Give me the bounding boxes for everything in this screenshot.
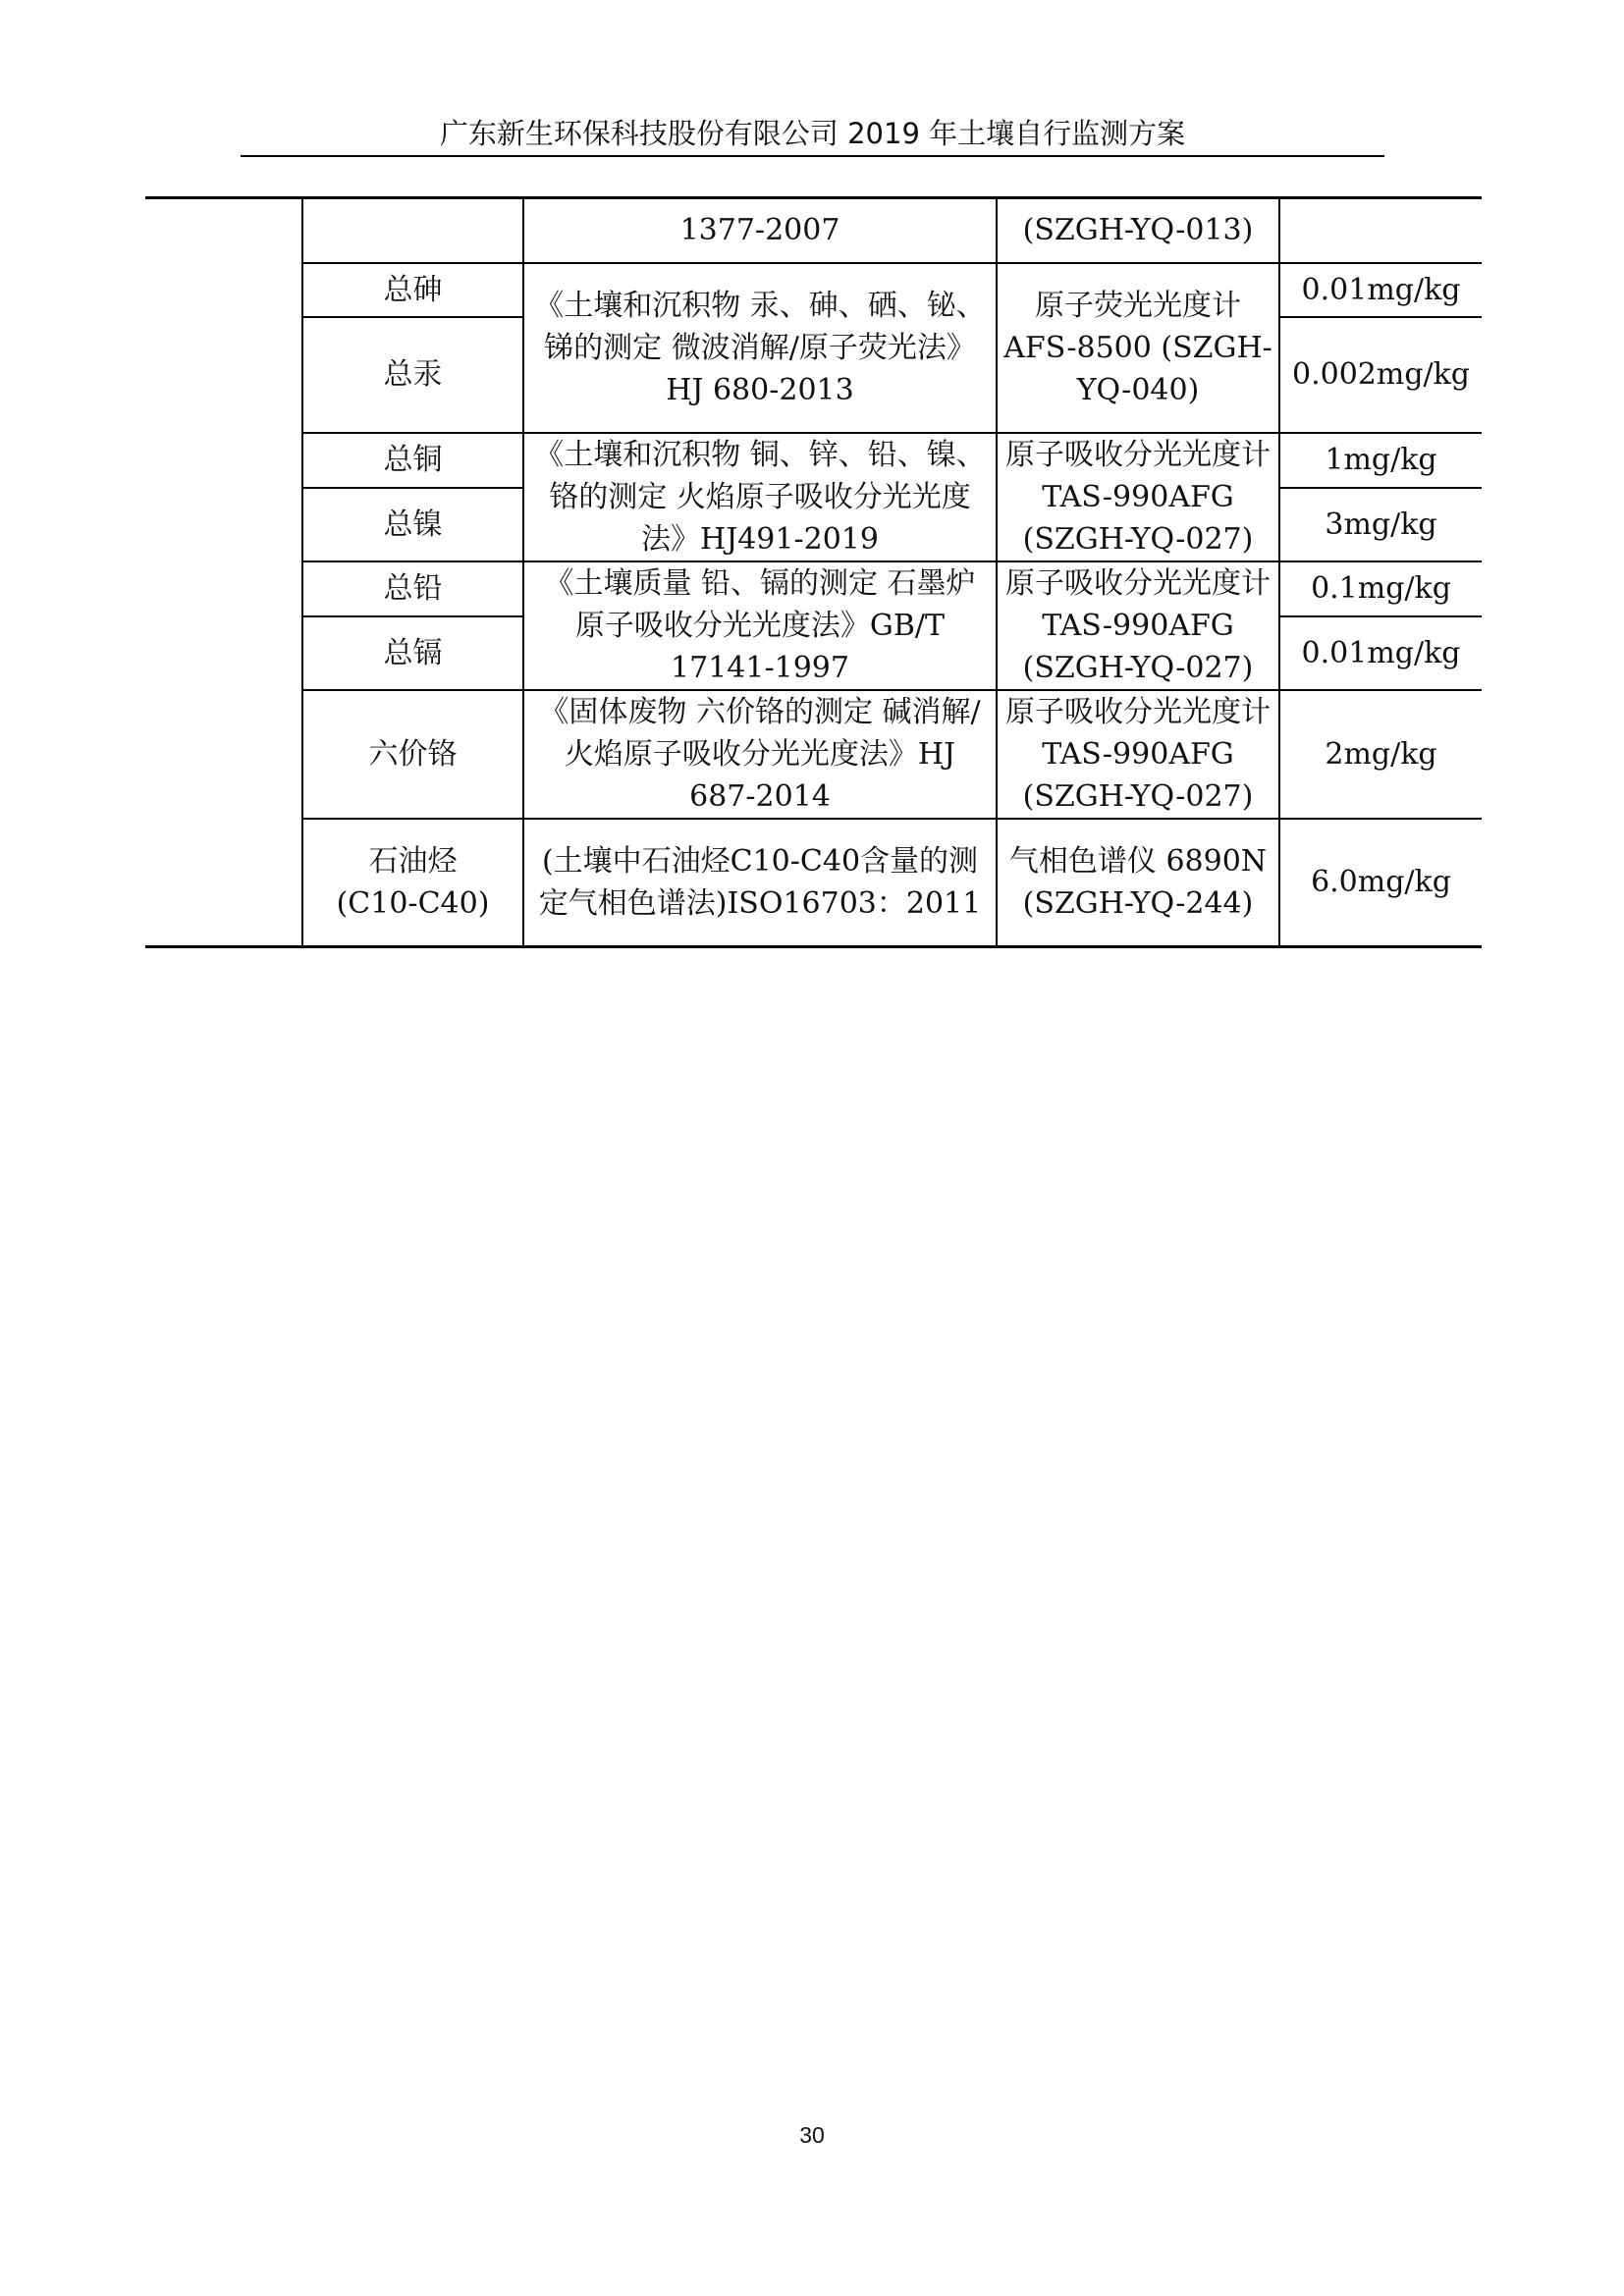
- limit-cell: 3mg/kg: [1279, 488, 1482, 561]
- limit-cell: 6.0mg/kg: [1279, 819, 1482, 947]
- instrument-cell: 原子吸收分光光度计 TAS-990AFG (SZGH-YQ-027): [997, 690, 1279, 819]
- table-row: [145, 819, 1482, 947]
- limit-cell: 2mg/kg: [1279, 690, 1482, 819]
- table-row: [145, 433, 1482, 488]
- table-row: [145, 263, 1482, 317]
- limit-cell: 0.1mg/kg: [1279, 561, 1482, 616]
- limit-cell: [1279, 198, 1482, 263]
- method-cell: (土壤中石油烃C10-C40含量的测定气相色谱法)ISO16703：2011: [523, 819, 997, 947]
- table-row: [145, 690, 1482, 819]
- item-cell: [302, 819, 523, 947]
- method-cell: 《土壤和沉积物 铜、锌、铅、镍、铬的测定 火焰原子吸收分光光度法》HJ491-2019: [523, 433, 997, 561]
- item-cell: 总铅: [302, 561, 523, 616]
- header-rule: [241, 155, 1384, 157]
- item-name: 石油烃: [368, 843, 458, 879]
- item-subtext: (C10-C40): [336, 885, 490, 921]
- instrument-cell: 气相色谱仪 6890N (SZGH-YQ-244): [997, 819, 1279, 947]
- monitoring-methods-table: [145, 196, 1482, 948]
- table-row: [145, 198, 1482, 263]
- limit-cell: 0.01mg/kg: [1279, 263, 1482, 317]
- method-cell: 《土壤和沉积物 汞、砷、硒、铋、锑的测定 微波消解/原子荧光法》HJ 680-2013: [523, 263, 997, 433]
- limit-cell: 1mg/kg: [1279, 433, 1482, 488]
- method-cell: 1377-2007: [523, 198, 997, 263]
- limit-cell: 0.01mg/kg: [1279, 616, 1482, 690]
- instrument-cell: 原子吸收分光光度计 TAS-990AFG (SZGH-YQ-027): [997, 561, 1279, 690]
- item-cell: 总汞: [302, 317, 523, 433]
- item-cell: 总镉: [302, 616, 523, 690]
- item-cell: 六价铬: [302, 690, 523, 819]
- item-cell: 总砷: [302, 263, 523, 317]
- page-number: 30: [799, 2122, 825, 2148]
- category-cell: [145, 198, 302, 947]
- item-cell: [302, 198, 523, 263]
- method-cell: 《固体废物 六价铬的测定 碱消解/火焰原子吸收分光光度法》HJ 687-2014: [523, 690, 997, 819]
- instrument-cell: 原子吸收分光光度计 TAS-990AFG (SZGH-YQ-027): [997, 433, 1279, 561]
- table-row: [145, 561, 1482, 616]
- page-header-title: 广东新生环保科技股份有限公司 2019 年土壤自行监测方案: [439, 117, 1186, 150]
- limit-cell: 0.002mg/kg: [1279, 317, 1482, 433]
- instrument-cell: (SZGH-YQ-013): [997, 198, 1279, 263]
- instrument-cell: 原子荧光光度计 AFS-8500 (SZGH-YQ-040): [997, 263, 1279, 433]
- item-cell: 总铜: [302, 433, 523, 488]
- method-cell: 《土壤质量 铅、镉的测定 石墨炉原子吸收分光光度法》GB/T 17141-1997: [523, 561, 997, 690]
- item-cell: 总镍: [302, 488, 523, 561]
